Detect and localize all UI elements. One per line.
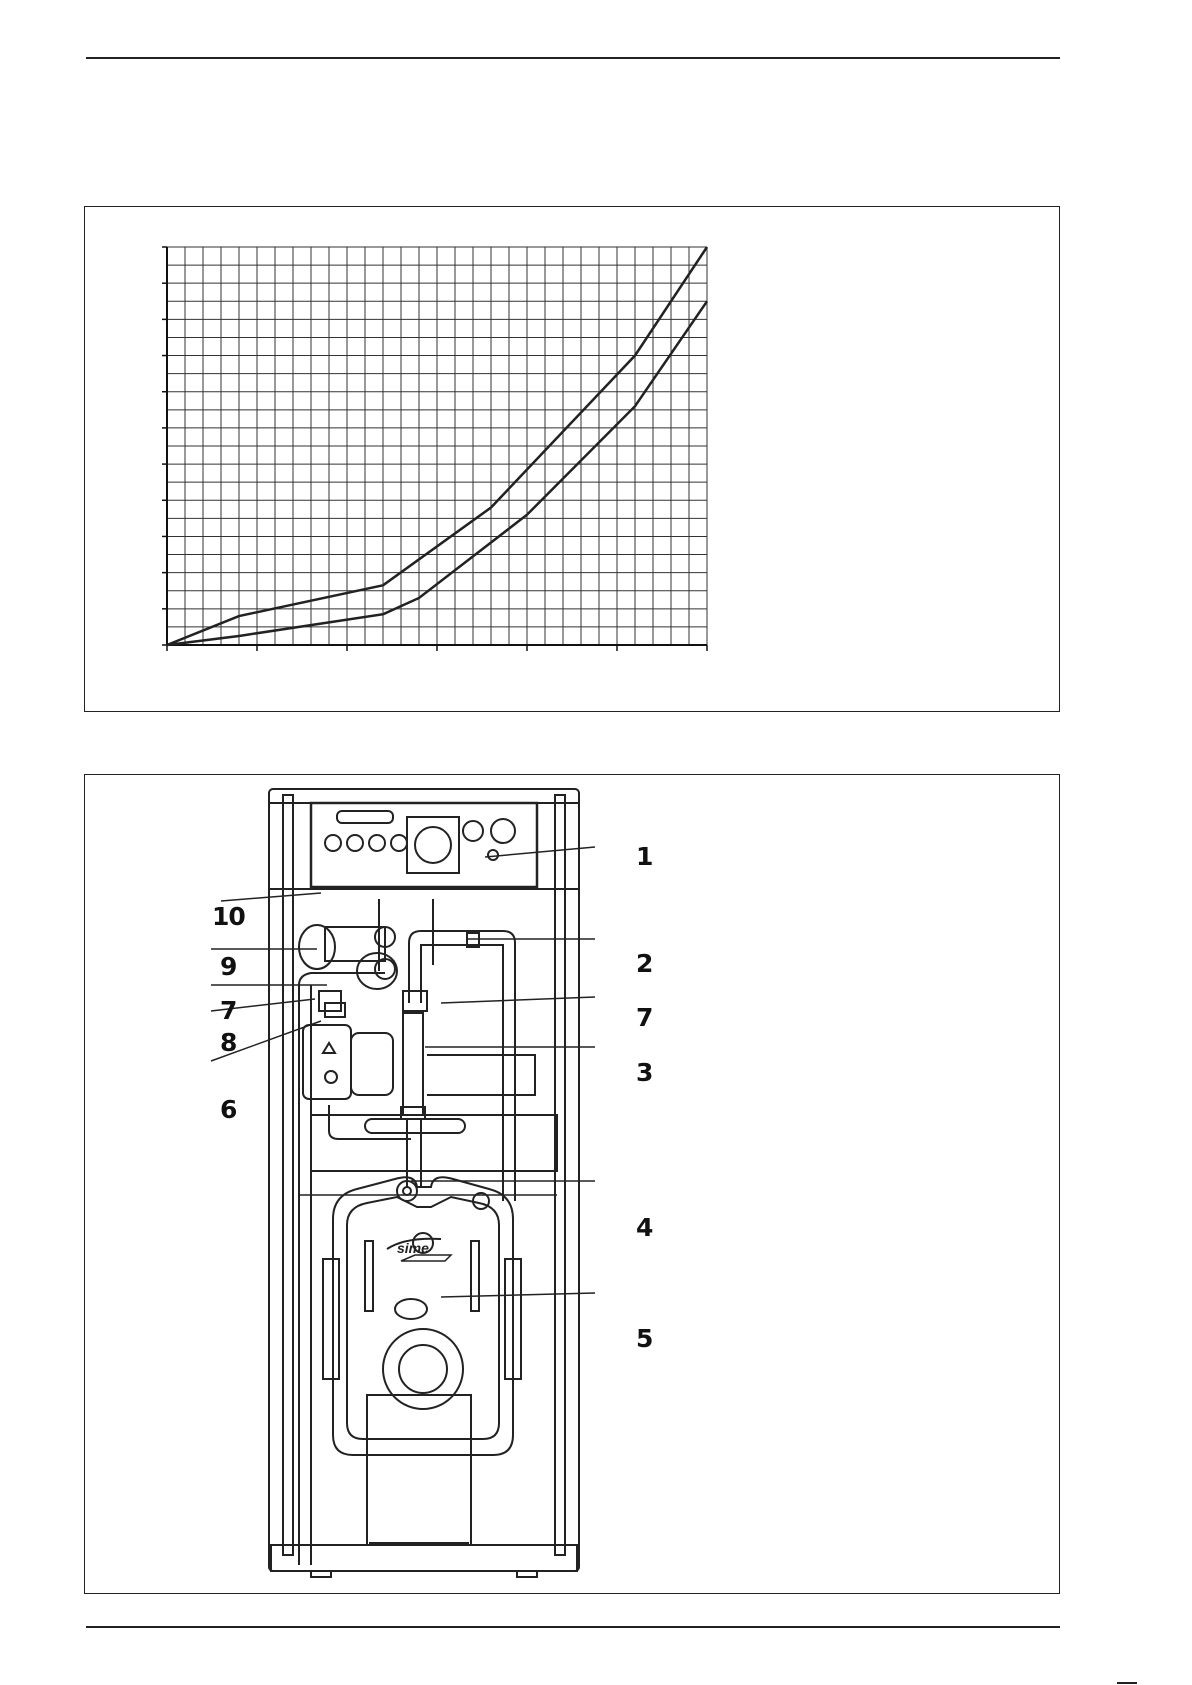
flow-pipe xyxy=(409,931,515,1201)
callout-3: 3 xyxy=(636,1058,653,1087)
return-pipe-vertical xyxy=(403,1013,423,1115)
callout-1: 1 xyxy=(636,842,653,871)
panel-knob xyxy=(325,835,341,851)
callout-10: 10 xyxy=(212,902,245,931)
panel-knob xyxy=(391,835,407,851)
callout-5: 5 xyxy=(636,1324,653,1353)
boiler-internal-diagram xyxy=(85,775,1061,1595)
burner-opening xyxy=(383,1329,463,1409)
thermometer-gauge xyxy=(463,821,483,841)
boiler-cabinet xyxy=(269,789,579,1571)
svg-text:sime: sime xyxy=(397,1240,429,1256)
panel-display-strip xyxy=(337,811,393,823)
union-fitting xyxy=(319,991,341,1011)
union-fitting xyxy=(403,991,427,1011)
callout-7-left: 7 xyxy=(220,996,237,1025)
cabinet-inner-left xyxy=(283,795,293,1555)
callout-2: 2 xyxy=(636,949,653,978)
cabinet-inner-right xyxy=(555,795,565,1555)
callout-7-right: 7 xyxy=(636,1003,653,1032)
footer-rule xyxy=(86,1626,1060,1628)
chart-figure-frame xyxy=(84,206,1060,712)
expansion-vessel-connection xyxy=(299,925,335,969)
callout-8: 8 xyxy=(220,1028,237,1057)
page-corner-mark xyxy=(1117,1682,1137,1684)
panel-knob xyxy=(347,835,363,851)
callout-4: 4 xyxy=(636,1213,653,1242)
boiler-diagram-frame xyxy=(84,774,1060,1594)
callout-6: 6 xyxy=(220,1095,237,1124)
panel-knob xyxy=(369,835,385,851)
inspection-port xyxy=(395,1299,427,1319)
burner-mount-plate xyxy=(367,1395,471,1545)
pressure-loss-chart xyxy=(85,207,1061,713)
header-rule xyxy=(86,57,1060,59)
sime-logo xyxy=(385,1233,445,1257)
callout-9: 9 xyxy=(220,952,237,981)
pressure-gauge xyxy=(491,819,515,843)
control-panel xyxy=(311,803,537,887)
